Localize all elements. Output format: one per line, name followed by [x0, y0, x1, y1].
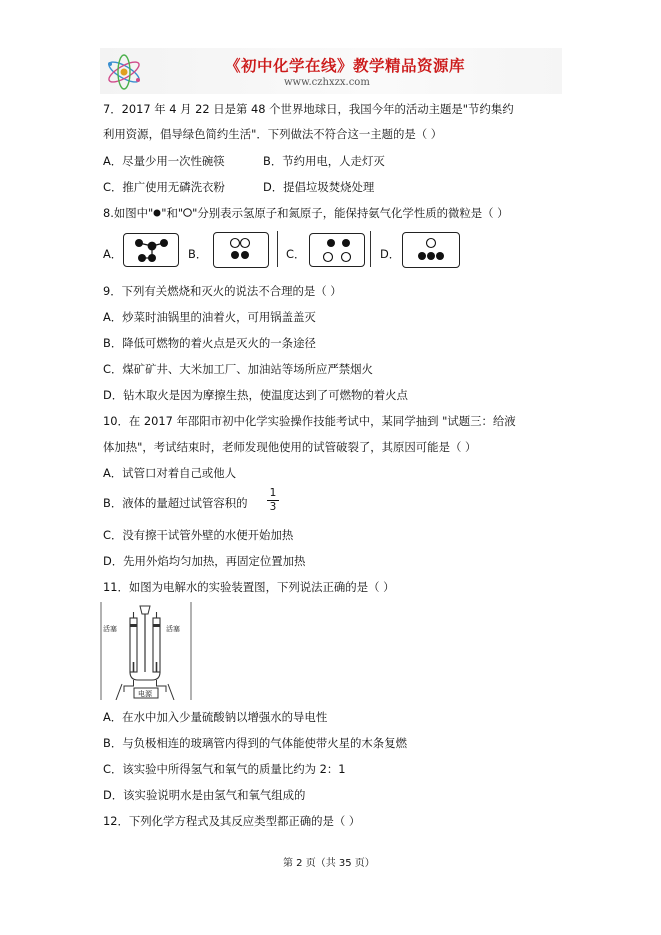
molecule-c-icon [310, 234, 364, 266]
q8-label-b: B． [188, 247, 208, 261]
q8-stem-part1: 8.如图中" [103, 206, 154, 220]
header-url: www.czhxzx.com [284, 77, 370, 88]
divider [370, 231, 371, 267]
atom-logo-icon [103, 52, 145, 92]
q11-stem: 11．如图为电解水的实验装置图，下列说法正确的是（ ） [103, 580, 395, 594]
q8-option-a-box [123, 233, 179, 267]
q8-option-d-box [402, 232, 460, 268]
q8-option-c-box [309, 233, 365, 267]
q11-option-a: A．在水中加入少量硫酸钠以增强水的导电性 [103, 710, 328, 724]
q7-line1: 7．2017 年 4 月 22 日是第 48 个世界地球日，我国今年的活动主题是"节约集约 [103, 102, 514, 116]
q9-stem: 9．下列有关燃烧和灭火的说法不合理的是（ ） [103, 284, 342, 298]
q9-option-d: D．钻木取火是因为摩擦生热，使温度达到了可燃物的着火点 [103, 388, 408, 402]
figure-label-right-valve: 活塞 [166, 625, 180, 633]
q10-option-b: B．液体的量超过试管容积的 [103, 496, 248, 510]
divider [277, 231, 278, 267]
q10-line2: 体加热"，考试结束时，老师发现他使用的试管破裂了，其原因可能是（ ） [103, 440, 477, 454]
q9-option-b: B．降低可燃物的着火点是灭火的一条途径 [103, 336, 316, 350]
figure-label-left-valve: 活塞 [103, 625, 117, 633]
q10-option-d: D．先用外焰均匀加热，再固定位置加热 [103, 554, 306, 568]
q11-option-b: B．与负极相连的玻璃管内得到的气体能使带火星的木条复燃 [103, 736, 407, 750]
q7-option-c: C．推广使用无磷洗衣粉 [103, 180, 225, 194]
electrolysis-figure [100, 600, 192, 700]
q7-option-d: D．提倡垃圾焚烧处理 [263, 180, 375, 194]
q7-line2: 利用资源，倡导绿色简约生活"．下列做法不符合这一主题的是（ ） [103, 127, 443, 141]
q8-option-b-box [213, 232, 269, 268]
q7-option-a: A．尽量少用一次性碗筷 [103, 154, 225, 168]
q8-label-d: D． [380, 247, 401, 261]
figure-label-power: 电源 [138, 690, 152, 698]
q9-option-c: C．煤矿矿井、大米加工厂、加油站等场所应严禁烟火 [103, 362, 373, 376]
nitrogen-atom-icon [183, 208, 192, 217]
fraction-denominator: 3 [269, 501, 277, 513]
q7-option-b: B．节约用电，人走灯灭 [263, 154, 385, 168]
electrolysis-apparatus-icon [100, 600, 192, 700]
q10-option-c: C．没有擦干试管外壁的水便开始加热 [103, 528, 294, 542]
molecule-a-icon [124, 234, 178, 266]
fraction-numerator: 1 [269, 487, 277, 499]
page-number: 第 2 页（共 35 页） [283, 858, 375, 869]
q11-option-c: C．该实验中所得氢气和氧气的质量比约为 2：1 [103, 762, 346, 776]
header-title: 《初中化学在线》教学精品资源库 [225, 56, 466, 75]
q12-stem: 12．下列化学方程式及其反应类型都正确的是（ ） [103, 814, 361, 828]
q8-stem-part3: "分别表示氢原子和氮原子，能保持氨气化学性质的微粒是（ ） [192, 206, 509, 220]
q10-option-a: A．试管口对着自己或他人 [103, 466, 237, 480]
q8-stem [103, 205, 509, 221]
header-banner [100, 48, 562, 94]
q8-stem-part2: "和" [161, 206, 184, 220]
q10-line1: 10．在 2017 年邵阳市初中化学实验操作技能考试中，某同学抽到 "试题三：给液 [103, 414, 516, 428]
q8-label-a: A． [103, 247, 123, 261]
molecule-b-icon [214, 233, 268, 267]
molecule-d-icon [403, 233, 459, 267]
q9-option-a: A．炒菜时油锅里的油着火，可用锅盖盖灭 [103, 310, 316, 324]
q11-option-d: D．该实验说明水是由氢气和氧气组成的 [103, 788, 306, 802]
q8-label-c: C． [286, 247, 306, 261]
